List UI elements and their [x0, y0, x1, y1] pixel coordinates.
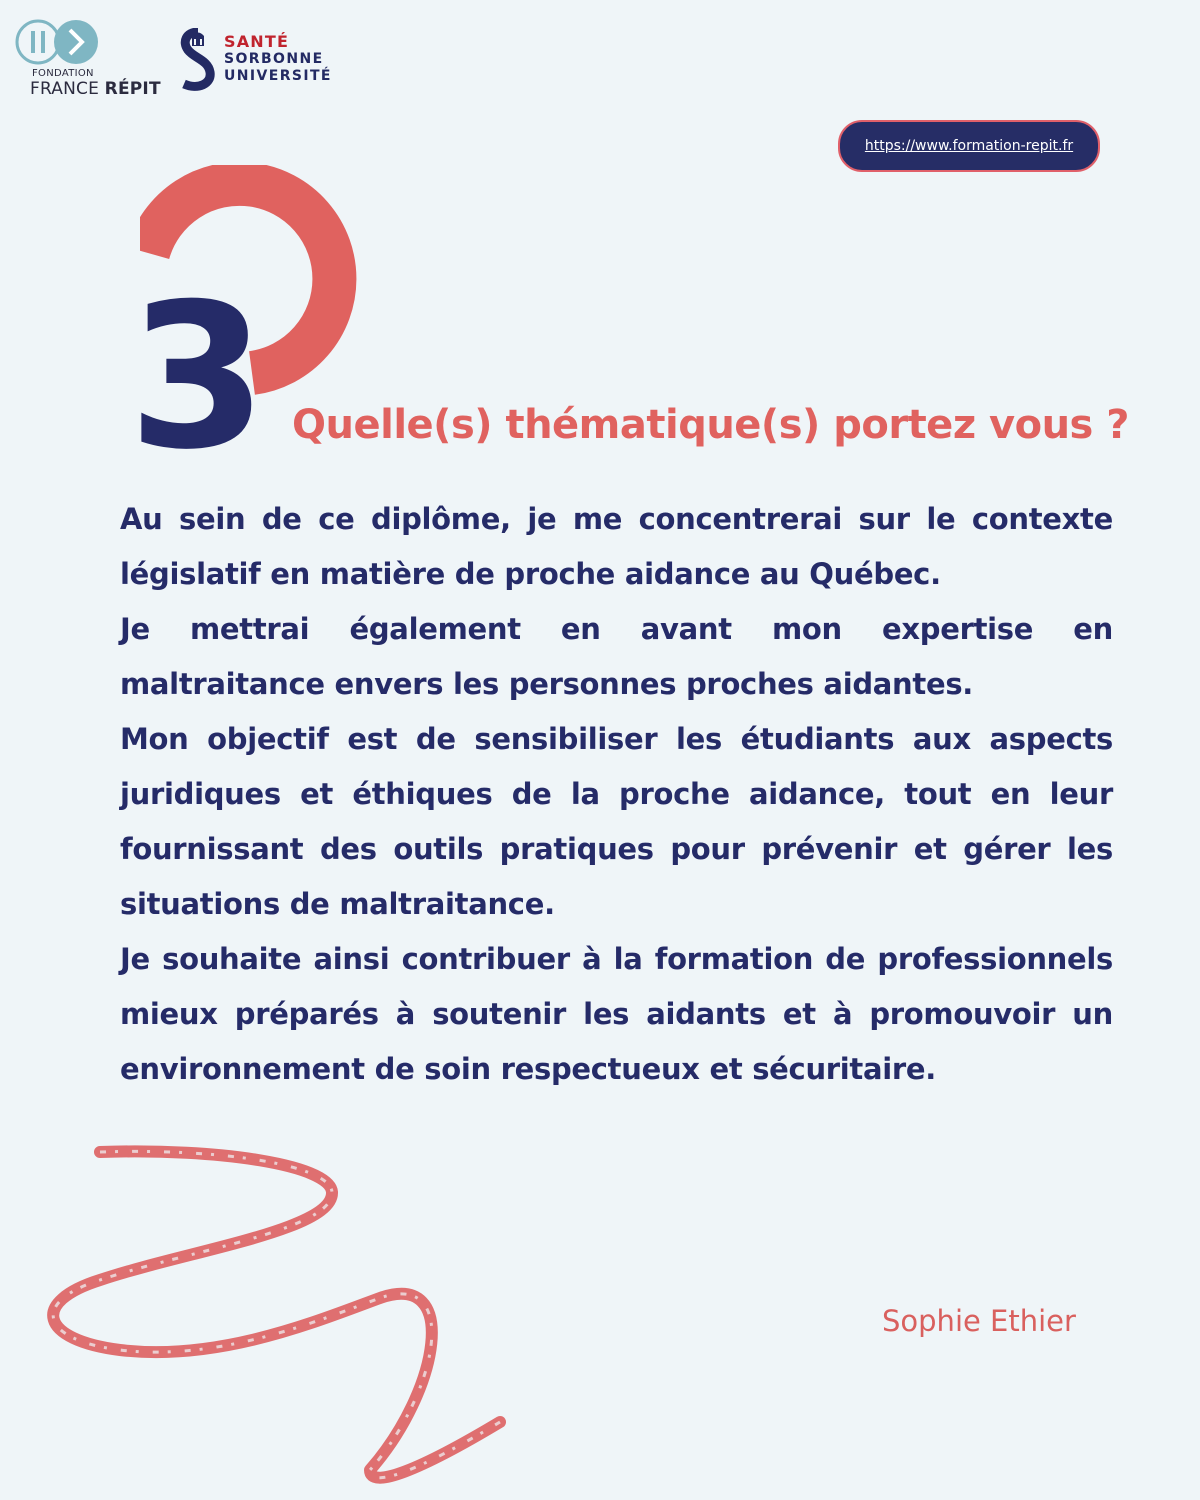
sorbonne-emblem-icon — [178, 28, 218, 92]
answer-paragraph: Au sein de ce diplôme, je me concentrerai sur le contexte législatif en matière de proche aidance au Québec. — [120, 502, 1113, 591]
answer-paragraph: Je souhaite ainsi contribuer à la formation de professionnels mieux préparés à soutenir les aidants et à promouvoir un environnement de soin respectueux et sécuritaire. — [120, 942, 1113, 1086]
answer-paragraph: Mon objectif est de sensibiliser les étudiants aux aspects juridiques et éthiques de la proche aidance, tout en leur fournissant des outils pratiques pour prévenir et gérer les situations de maltraitance. — [120, 722, 1113, 921]
logo-brand-name: FRANCE RÉPIT — [30, 79, 161, 99]
question-heading: Quelle(s) thématique(s) portez vous ? — [292, 402, 1129, 448]
answer-text — [120, 492, 1113, 1097]
website-link[interactable]: https://www.formation-repit.fr — [864, 138, 1074, 154]
sorbonne-logo — [178, 28, 338, 92]
question-number: 3 — [128, 261, 268, 494]
france-repit-logo — [14, 18, 164, 100]
author-name: Sophie Ethier — [882, 1304, 1076, 1338]
website-link-button[interactable] — [838, 120, 1100, 172]
decorative-squiggle-icon — [40, 1140, 520, 1500]
logo-foundation-label: FONDATION — [32, 68, 94, 79]
logo-sorbonne-label: SORBONNE — [224, 51, 324, 67]
answer-paragraph: Je mettrai également en avant mon expertise en maltraitance envers les personnes proches aidantes. — [120, 612, 1113, 701]
logo-universite-label: UNIVERSITÉ — [224, 68, 332, 84]
pause-next-icon — [14, 18, 104, 66]
logo-sante-label: SANTÉ — [224, 32, 290, 51]
